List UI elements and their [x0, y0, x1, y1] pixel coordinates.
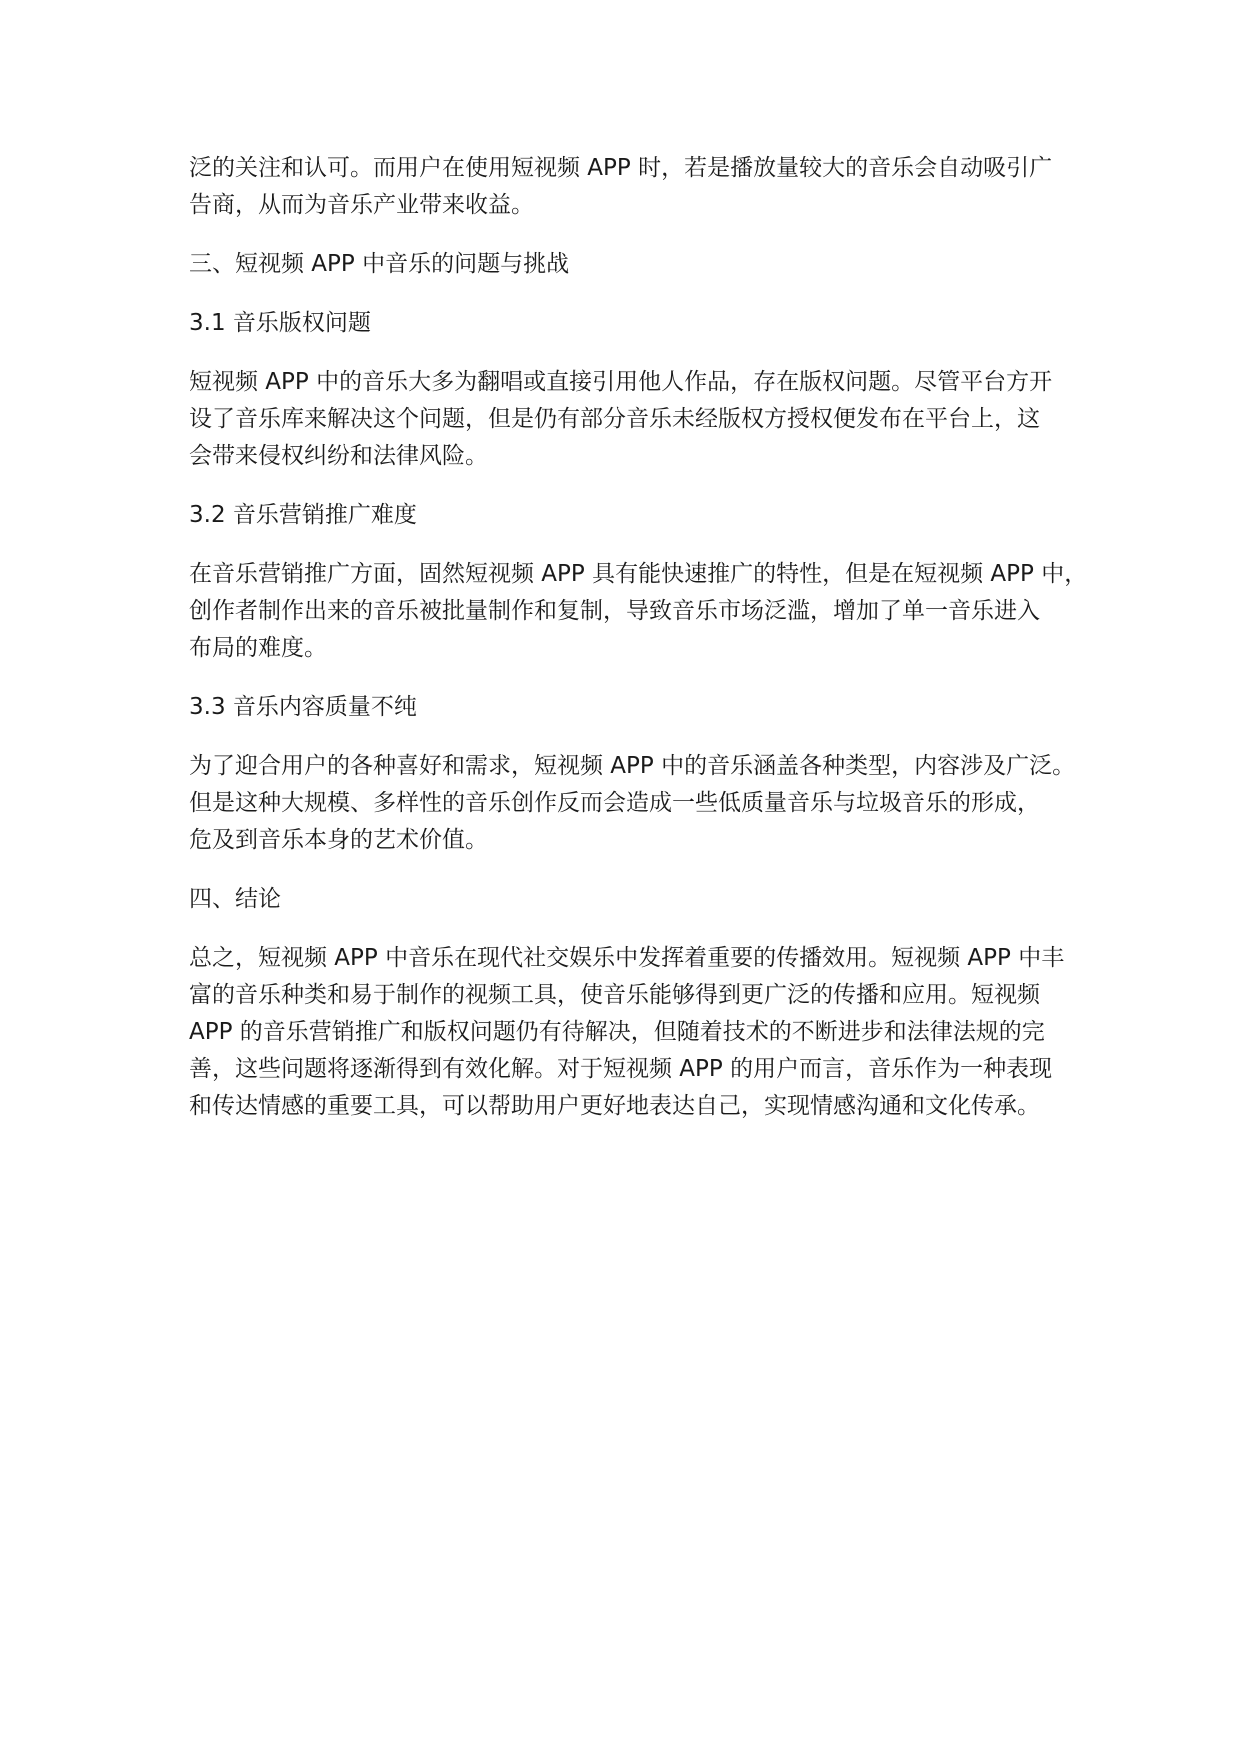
- text-line: 和传达情感的重要工具，可以帮助用户更好地表达自己，实现情感沟通和文化传承。: [189, 1093, 1040, 1119]
- document-body: [189, 150, 1089, 1147]
- text-line: APP 的音乐营销推广和版权问题仍有待解决，但随着技术的不断进步和法律法规的完: [189, 1019, 1045, 1045]
- text-line: 告商，从而为音乐产业带来收益。: [189, 192, 534, 218]
- paragraph-conclusion: [189, 940, 1089, 1125]
- text-line: 创作者制作出来的音乐被批量制作和复制，导致音乐市场泛滥，增加了单一音乐进入: [189, 598, 1040, 624]
- text-line: 善，这些问题将逐渐得到有效化解。对于短视频 APP 的用户而言，音乐作为一种表现: [189, 1056, 1053, 1082]
- text-line: 为了迎合用户的各种喜好和需求，短视频 APP 中的音乐涵盖各种类型，内容涉及广泛。: [189, 753, 1076, 779]
- text-line: 但是这种大规模、多样性的音乐创作反而会造成一些低质量音乐与垃圾音乐的形成，: [189, 790, 1040, 816]
- paragraph-marketing: [189, 556, 1089, 667]
- subsection-heading-3-1: 3.1 音乐版权问题: [189, 310, 371, 336]
- subsection-heading-3-2: 3.2 音乐营销推广难度: [189, 502, 417, 528]
- paragraph-intro-continuation: [189, 150, 1089, 224]
- text-line: 设了音乐库来解决这个问题，但是仍有部分音乐未经版权方授权便发布在平台上，这: [189, 406, 1040, 432]
- text-line: 总之，短视频 APP 中音乐在现代社交娱乐中发挥着重要的传播效用。短视频 APP 中丰: [189, 945, 1065, 971]
- text-line: 在音乐营销推广方面，固然短视频 APP 具有能快速推广的特性，但是在短视频 APP 中，: [189, 561, 1088, 587]
- paragraph-copyright: [189, 364, 1089, 475]
- section-heading-4: 四、结论: [189, 886, 281, 912]
- text-line: 布局的难度。: [189, 635, 327, 661]
- text-line: 危及到音乐本身的艺术价值。: [189, 827, 488, 853]
- section-heading-3: 三、短视频 APP 中音乐的问题与挑战: [189, 251, 570, 277]
- text-line: 富的音乐种类和易于制作的视频工具，使音乐能够得到更广泛的传播和应用。短视频: [189, 982, 1040, 1008]
- text-line: 泛的关注和认可。而用户在使用短视频 APP 时，若是播放量较大的音乐会自动吸引广: [189, 155, 1053, 181]
- paragraph-quality: [189, 748, 1089, 859]
- text-line: 会带来侵权纠纷和法律风险。: [189, 443, 488, 469]
- text-line: 短视频 APP 中的音乐大多为翻唱或直接引用他人作品，存在版权问题。尽管平台方开: [189, 369, 1053, 395]
- subsection-heading-3-3: 3.3 音乐内容质量不纯: [189, 694, 417, 720]
